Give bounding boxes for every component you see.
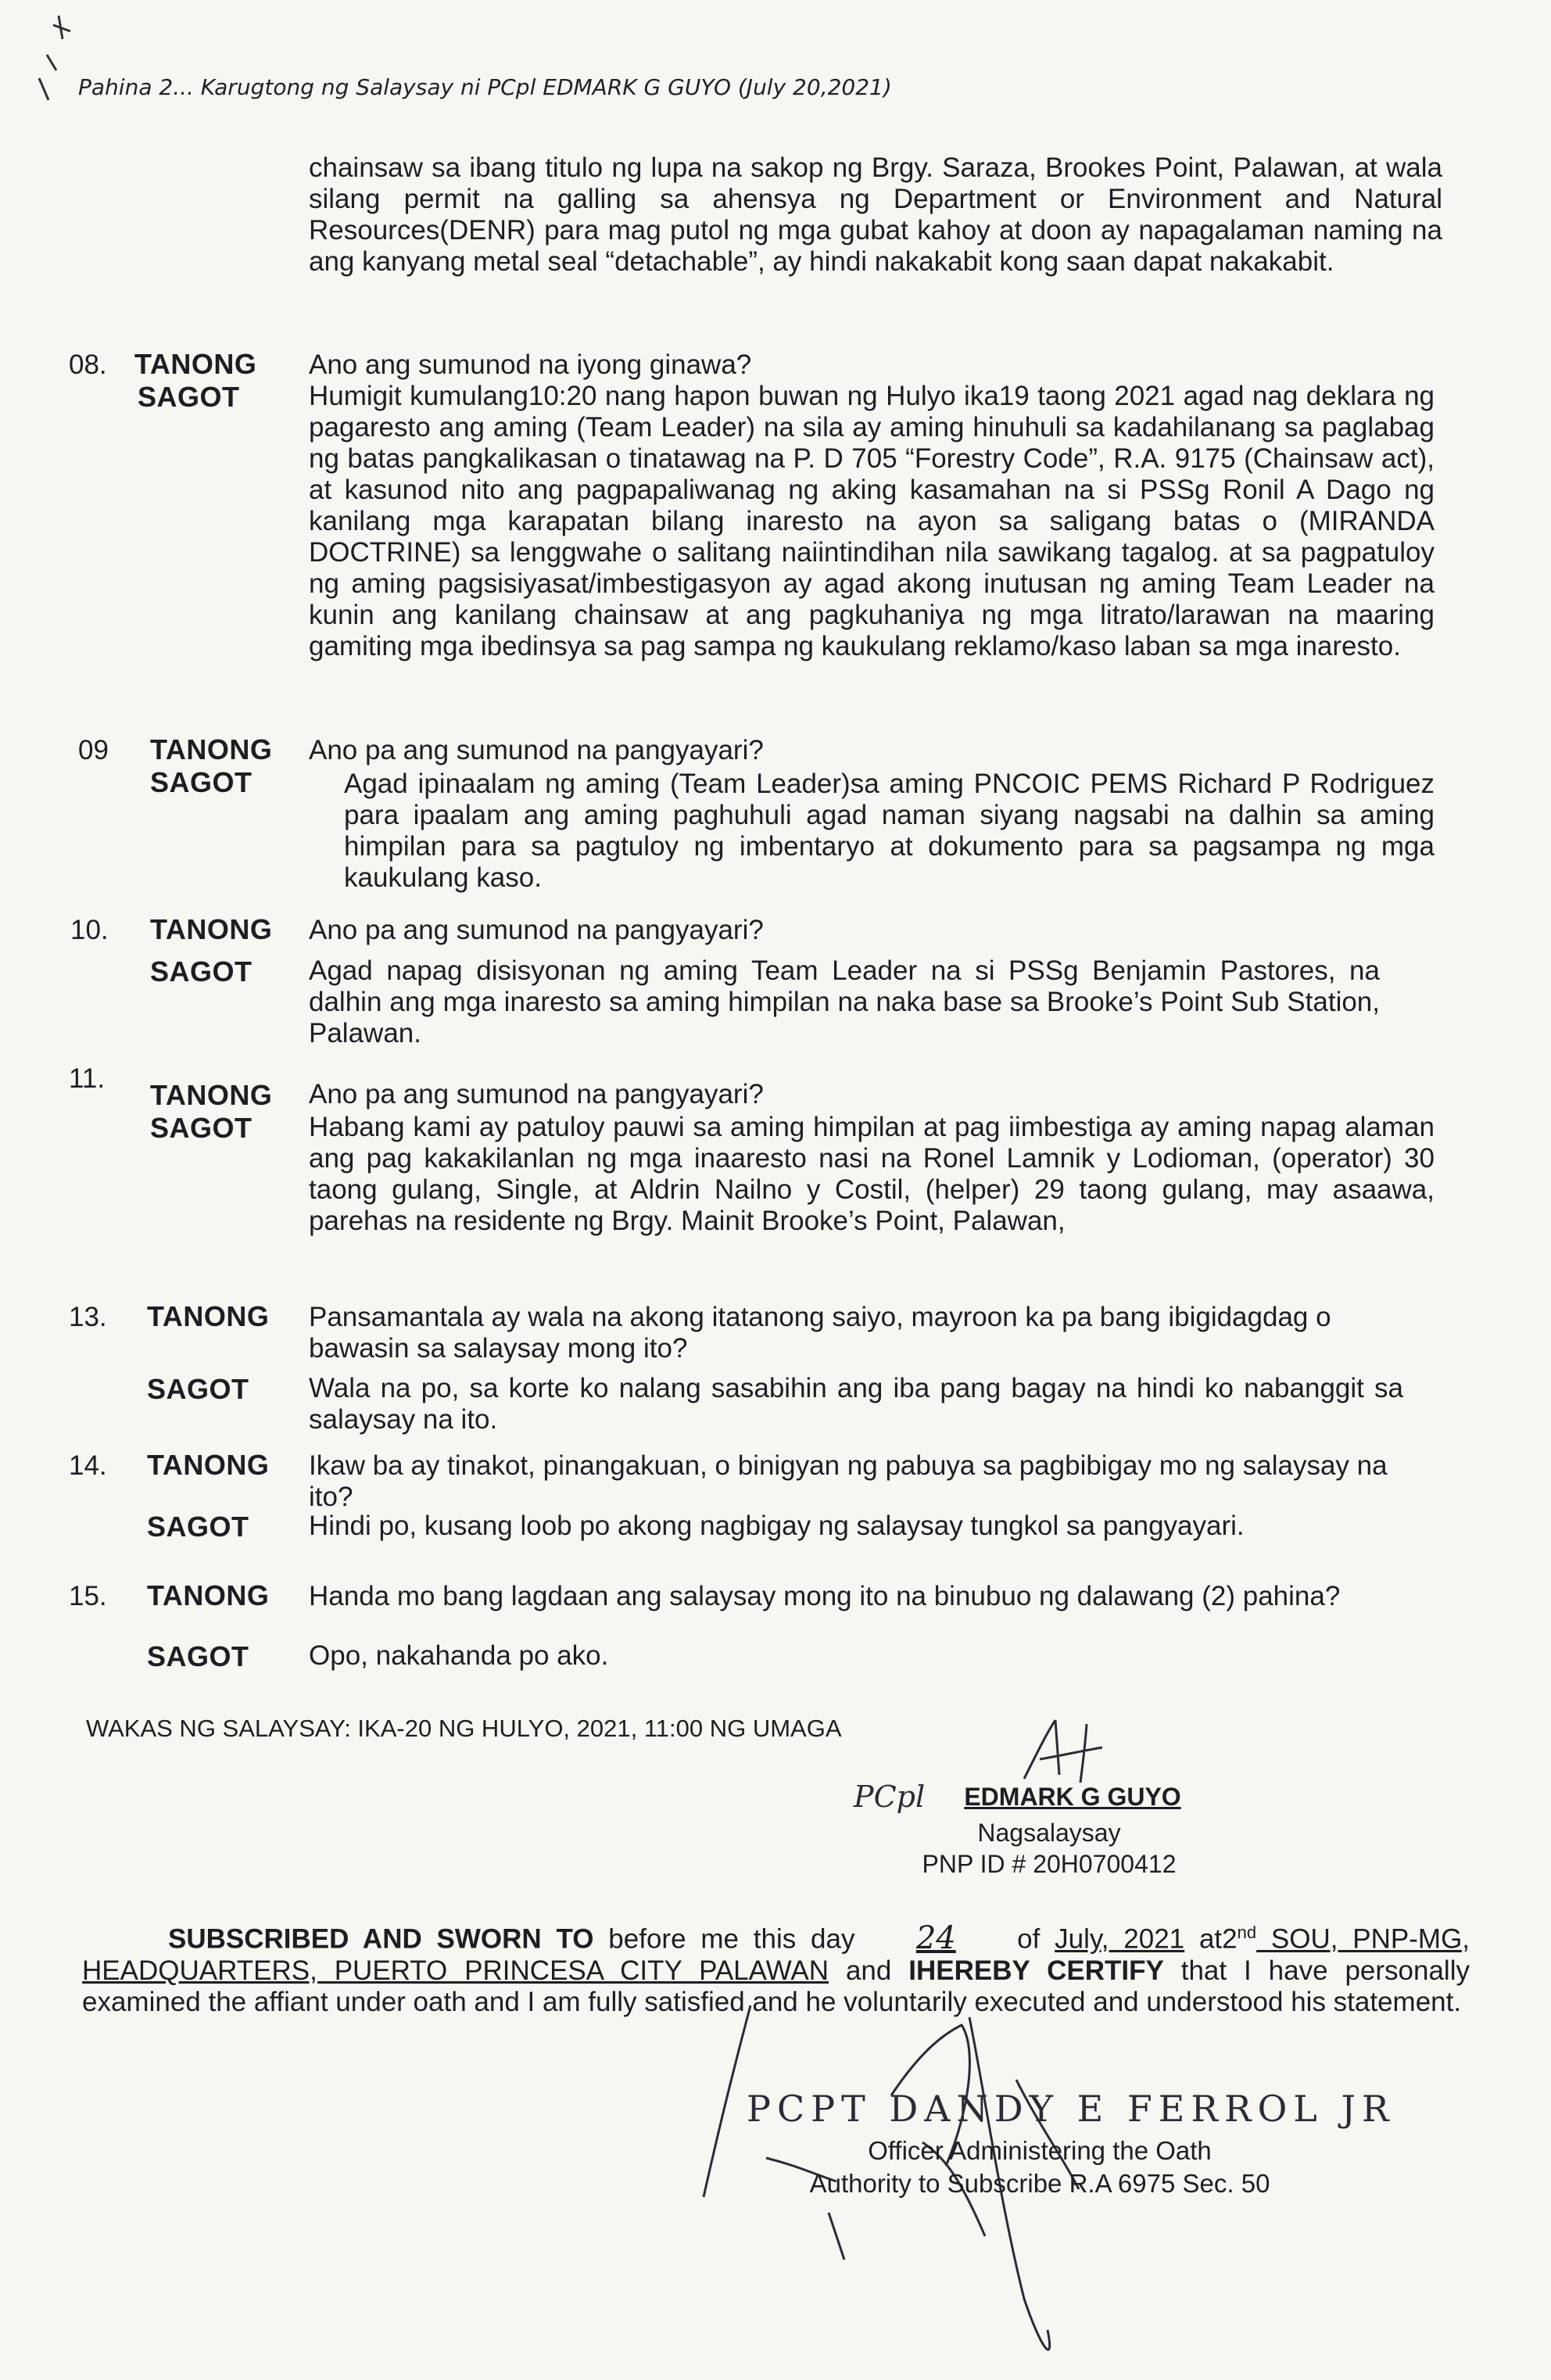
- tanong-label: TANONG: [134, 348, 257, 380]
- qa-number: 13.: [69, 1302, 107, 1332]
- tanong-label: TANONG: [147, 1449, 270, 1481]
- jurat-date: July, 2021: [1055, 1923, 1185, 1955]
- jurat-day: 24: [915, 1919, 956, 1956]
- question-text: Ikaw ba ay tinakot, pinangakuan, o binigyan ng pabuya sa pagbibigay mo ng salaysay na ito?: [309, 1450, 1388, 1512]
- answer-text: Agad napag disisyonan ng aming Team Leader na si PSSg Benjamin Pastores, na dalhin ang mga inaresto sa aming himpilan na naka base sa Brooke’s Point Sub Station, Palawan.: [309, 955, 1380, 1048]
- sagot-label: SAGOT: [147, 1511, 249, 1543]
- answer-text: Agad ipinaalam ng aming (Team Leader)sa aming PNCOIC PEMS Richard P Rodriguez para ipaalam ang aming paghuhuli agad naman siyang nagsabi na dalhin sa aming himpilan para sa pagtuloy ng imbentaryo at dokumento para sa pagsampa ng mga kaukulang kaso.: [344, 769, 1435, 893]
- jurat-of: of: [1002, 1923, 1055, 1955]
- tanong-label: TANONG: [150, 1079, 273, 1111]
- answer-text: Habang kami ay patuloy pauwi sa aming himpilan at pag iimbestiga ay aming napag alaman ang pag kakakilanlan ng mga inaaresto nasi na Ronel Lamnik y Lodioman, (operator) 30 taong gulang, Single, at Aldrin Nailno y Costil, (helper) 29 taong gulang, may asaawa, parehas na residente ng Brgy. Mainit Brooke’s Point, Palawan,: [309, 1112, 1435, 1236]
- answer-text: Wala na po, sa korte ko nalang sasabihin ang iba pang bagay na hindi ko nabanggit sa salaysay na ito.: [309, 1373, 1403, 1435]
- answer-text: Hindi po, kusang loob po akong nagbigay ng salaysay tungkol sa pangyayari.: [309, 1511, 1245, 1541]
- question-text: Pansamantala ay wala na akong itatanong saiyo, mayroon ka pa bang ibigidagdag o bawasin sa salaysay mong ito?: [309, 1302, 1331, 1364]
- sagot-label: SAGOT: [138, 381, 240, 413]
- sagot-label: SAGOT: [147, 1640, 249, 1672]
- affiant-signature-block: [854, 1780, 1245, 1880]
- jurat-certify: IHEREBY CERTIFY: [908, 1955, 1164, 1986]
- tanong-label: TANONG: [147, 1579, 270, 1611]
- answer-text: Opo, nakahanda po ako.: [309, 1640, 609, 1671]
- question-text: Ano pa ang sumunod na pangyayari?: [309, 1079, 764, 1109]
- affiant-role: Nagsalaysay: [977, 1819, 1121, 1847]
- tanong-label: TANONG: [150, 913, 273, 945]
- affiant-name: EDMARK G GUYO: [964, 1783, 1181, 1811]
- qa-number: 15.: [69, 1581, 107, 1611]
- sagot-label: SAGOT: [150, 766, 253, 798]
- corner-scribble-icon: [16, 8, 78, 102]
- question-text: Ano ang sumunod na iyong ginawa?: [309, 349, 752, 380]
- sagot-label: SAGOT: [147, 1373, 249, 1405]
- answer-text: Humigit kumulang10:20 nang hapon buwan ng Hulyo ika19 taong 2021 agad nag deklara ng pagaresto ang aming (Team Leader) na sila ay aming hinuhuli sa kadahilanang sa paglabag ng batas pangkalikasan o tinatawag na P. D 705 “Forestry Code”, R.A. 9175 (Chainsaw act), at kasunod nito ang pagpapaliwanag ng aking kasamahan na si PSSg Ronil A Dago ng kanilang mga karapatan bilang inaresto na ayon sa saligang batas o (MIRANDA DOCTRINE) sa lenggwahe o salitang naiintindihan nila sawikang tagalog. at sa pagpatuloy ng aming pagsisiyasat/imbestigasyon ay agad akong inutusan ng aming Team Leader na kunin ang kanilang chainsaw at ang pagkuhaniya ng mga litrato/larawan na maaring gamiting mga ibedinsya sa pag sampa ng kaukulang reklamo/kaso laban sa mga inaresto.: [309, 381, 1435, 661]
- question-text: Handa mo bang lagdaan ang salaysay mong ito na binubuo ng dalawang (2) pahina?: [309, 1581, 1341, 1611]
- page-header: Pahina 2... Karugtong ng Salaysay ni PCpl EDMARK G GUYO (July 20,2021): [78, 74, 892, 100]
- qa-number: 09: [78, 735, 109, 765]
- affiant-id: PNP ID # 20H0700412: [922, 1850, 1177, 1878]
- jurat-at: at2: [1184, 1923, 1238, 1955]
- continuation-paragraph: chainsaw sa ibang titulo ng lupa na sakop ng Brgy. Saraza, Brookes Point, Palawan, at wala silang permit na galling sa ahensya ng Department or Environment and Natural Resources(DENR) para mag putol ng mga gubat kahoy at doon ay napagalaman naming na ang kanyang metal seal “detachable”, ay hindi nakakabit kong saan dapat nakakabit.: [309, 152, 1442, 277]
- jurat-before: before me this day: [593, 1923, 870, 1955]
- question-text: Ano pa ang sumunod na pangyayari?: [309, 735, 764, 765]
- qa-number: 10.: [70, 915, 109, 945]
- tanong-label: TANONG: [150, 733, 273, 765]
- jurat-rest: that I have personally examined the affiant under oath and I am fully satisfied and he voluntarily executed and understood his statement.: [82, 1955, 1470, 2017]
- officer-handwritten-name: PCPT DANDY E FERROL JR: [747, 2088, 1395, 2130]
- qa-number: 14.: [69, 1450, 107, 1481]
- qa-number: 08.: [69, 349, 107, 380]
- officer-block: [727, 2134, 1352, 2200]
- wakas-line: WAKAS NG SALAYSAY: IKA-20 NG HULYO, 2021, 11:00 NG UMAGA: [86, 1715, 842, 1742]
- affiant-handwritten-rank: PCpl: [854, 1780, 926, 1814]
- jurat-sup: nd: [1237, 1923, 1257, 1942]
- jurat-and: and: [829, 1955, 909, 1986]
- officer-title: Officer Administering the Oath: [868, 2136, 1212, 2165]
- qa-number: 11.: [69, 1063, 106, 1094]
- sagot-label: SAGOT: [150, 1112, 253, 1144]
- affiant-signature-icon: [993, 1716, 1134, 1787]
- officer-authority: Authority to Subscribe R.A 6975 Sec. 50: [809, 2169, 1270, 2198]
- tanong-label: TANONG: [147, 1300, 270, 1332]
- sagot-label: SAGOT: [150, 955, 253, 987]
- question-text: Ano pa ang sumunod na pangyayari?: [309, 915, 764, 945]
- jurat-place: SOU, PNP-MG, HEADQUARTERS, PUERTO PRINCESA CITY PALAWAN: [82, 1923, 1470, 1986]
- jurat-lead: SUBSCRIBED AND SWORN TO: [168, 1923, 594, 1955]
